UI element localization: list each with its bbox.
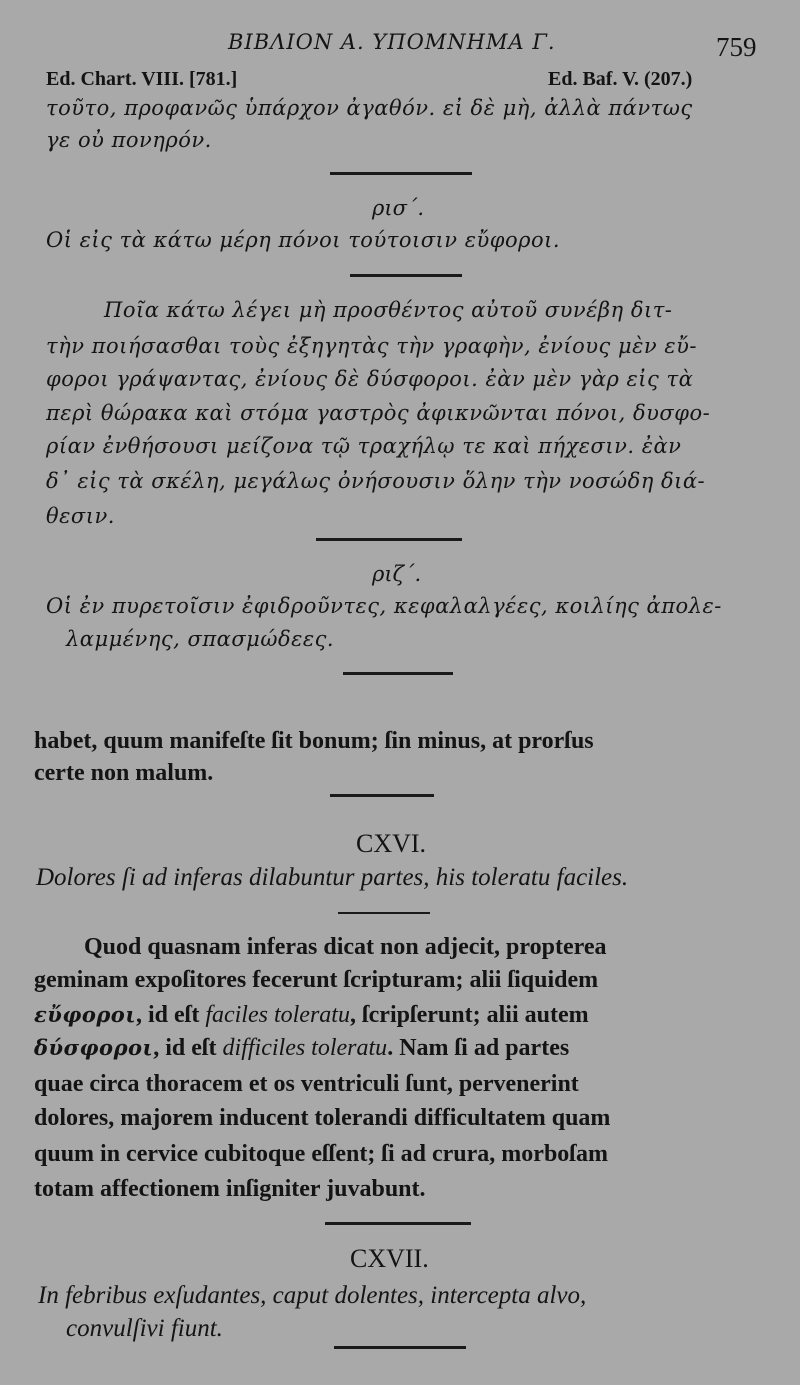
edition-right: Ed. Baf. V. (207.) xyxy=(548,68,693,90)
latin-italic-text: faciles toleratu xyxy=(205,1002,350,1028)
latin-aphorism-text: In febribus exſudantes, caput dolentes, intercepta alvo, xyxy=(38,1282,587,1309)
separator-rule xyxy=(316,538,462,541)
latin-line: certe non malum. xyxy=(34,760,214,786)
greek-aphorism-text: Οἱ ἐν πυρετοῖσιν ἐφιδροῦντες, κεφαλαλγέες, κοιλίης ἀπολε- xyxy=(46,594,722,618)
running-title: ΒΙΒΛΙΟΝ Α. ΥΠΟΜΝΗΜΑ Γ. xyxy=(228,30,556,54)
latin-text: , id eſt xyxy=(153,1035,223,1061)
latin-commentary-line: quae circa thoracem et os ventriculi ſunt, pervenerint xyxy=(34,1071,579,1097)
separator-rule xyxy=(338,912,430,914)
separator-rule xyxy=(330,794,434,797)
greek-commentary-line: θεσιν. xyxy=(46,504,115,528)
latin-text: , ſcripſerunt; alii autem xyxy=(349,1002,589,1028)
page-number: 759 xyxy=(716,32,757,62)
greek-line: γε οὐ πονηρόν. xyxy=(46,128,212,152)
greek-aphorism-text: λαμμένης, σπασμώδεες. xyxy=(66,627,335,651)
latin-aphorism-text: convulſivi fiunt. xyxy=(66,1315,223,1342)
separator-rule xyxy=(330,172,472,175)
edition-left: Ed. Chart. VIII. [781.] xyxy=(46,68,238,90)
latin-commentary-line xyxy=(34,1035,569,1062)
greek-word: δύσφοροι xyxy=(34,1035,154,1060)
greek-commentary-line: φοροι γράψαντας, ἐνίους δὲ δύσφοροι. ἐὰν μὲν γὰρ εἰς τὰ xyxy=(46,367,694,391)
latin-line: habet, quum manifeſte ſit bonum; ſin minus, at prorſus xyxy=(34,728,594,754)
greek-commentary-line: Ποῖα κάτω λέγει μὴ προσθέντος αὐτοῦ συνέβη διτ- xyxy=(104,298,673,322)
latin-commentary-line xyxy=(34,1002,589,1029)
greek-aphorism-number: ριζ΄. xyxy=(372,562,422,586)
greek-commentary-line: περὶ θώρακα καὶ στόμα γαστρὸς ἀφικνῶνται πόνοι, δυσφο- xyxy=(46,401,711,425)
greek-commentary-line: τὴν ποιήσασθαι τοὺς ἐξηγητὰς τὴν γραφὴν, ἐνίους μὲν εὔ- xyxy=(46,334,697,358)
greek-commentary-line: ρίαν ἐνθήσουσι μείζονα τῷ τραχήλῳ τε καὶ πήχεσιν. ἐὰν xyxy=(46,434,682,458)
greek-aphorism-number: ρισ΄. xyxy=(372,196,425,220)
separator-rule xyxy=(334,1346,466,1349)
latin-commentary-line: Quod quasnam inferas dicat non adjecit, propterea xyxy=(84,934,607,960)
greek-commentary-line: δ᾽ εἰς τὰ σκέλη, μεγάλως ὀνήσουσιν ὅλην τὴν νοσώδη διά- xyxy=(46,469,706,493)
latin-commentary-line: geminam expoſitores fecerunt ſcripturam; alii ſiquidem xyxy=(34,967,599,993)
latin-commentary-line: quum in cervice cubitoque eſſent; ſi ad crura, morboſam xyxy=(34,1141,608,1167)
latin-aphorism-number: CXVII. xyxy=(350,1244,429,1273)
greek-line: τοῦτο, προφανῶς ὑπάρχον ἀγαθόν. εἰ δὲ μὴ, ἀλλὰ πάντως xyxy=(46,96,693,120)
latin-commentary-line: totam affectionem inſigniter juvabunt. xyxy=(34,1176,426,1202)
latin-commentary-line: dolores, majorem inducent tolerandi difficultatem quam xyxy=(34,1105,611,1131)
latin-aphorism-number: CXVI. xyxy=(356,829,427,858)
latin-text: , id eſt xyxy=(135,1002,206,1028)
greek-aphorism-text: Οἱ εἰς τὰ κάτω μέρη πόνοι τούτοισιν εὔφοροι. xyxy=(46,228,561,252)
separator-rule xyxy=(325,1222,471,1225)
separator-rule xyxy=(350,274,462,277)
greek-word: εὔφοροι xyxy=(34,1002,136,1027)
latin-italic-text: difficiles toleratu xyxy=(222,1035,388,1061)
latin-text: . Nam ſi ad partes xyxy=(387,1035,570,1061)
latin-aphorism-text: Dolores ſi ad inferas dilabuntur partes, his toleratu faciles. xyxy=(36,864,629,891)
separator-rule xyxy=(343,672,453,675)
